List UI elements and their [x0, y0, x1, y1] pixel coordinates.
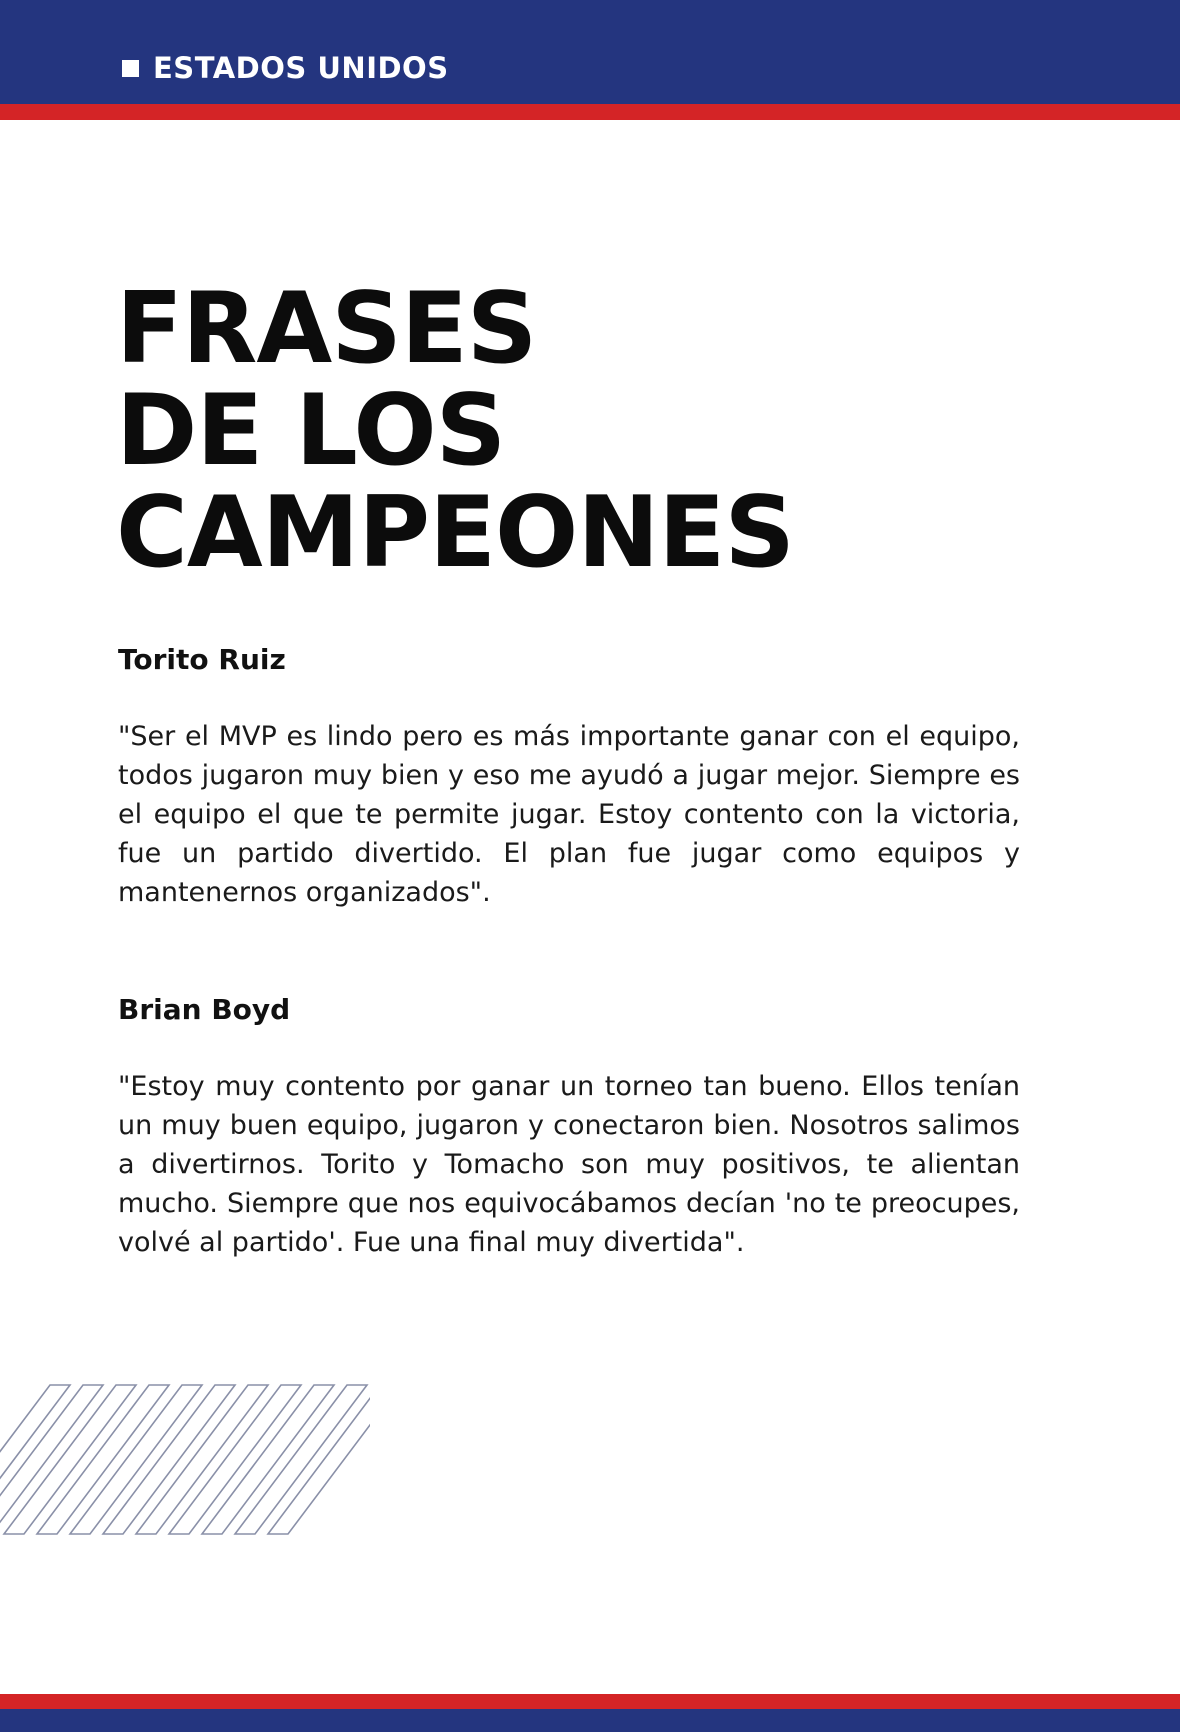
footer-band — [0, 1709, 1180, 1732]
title-line-2: DE LOS — [116, 374, 506, 488]
hatch-stripe — [4, 1385, 136, 1534]
hatch-stripe — [235, 1385, 367, 1534]
speaker-name: Torito Ruiz — [118, 643, 286, 676]
hatch-stripe — [202, 1385, 334, 1534]
title-line-1: FRASES — [116, 272, 537, 386]
section-label: ESTADOS UNIDOS — [153, 51, 449, 85]
square-bullet-icon — [122, 60, 139, 77]
section-tag — [122, 50, 449, 86]
page-title — [116, 272, 1116, 590]
footer-red-stripe — [0, 1694, 1180, 1709]
header-red-stripe — [0, 104, 1180, 120]
hatch-stripe — [136, 1385, 268, 1534]
diagonal-hatch-decoration — [0, 1384, 370, 1536]
hatch-stripe — [70, 1385, 202, 1534]
quote-text: "Estoy muy contento por ganar un torneo tan bueno. Ellos tenían un muy buen equipo, jugaron y conectaron bien. Nosotros salimos a divertirnos. Torito y Tomacho son muy positivos, te alientan mucho. Siempre que nos equivocábamos decían 'no te preocupes, volvé al partido'. Fue una final muy divertida". — [118, 1071, 1020, 1258]
hatch-stripe — [37, 1385, 169, 1534]
quote-block-brian-boyd — [118, 990, 1020, 1262]
quote-text: "Ser el MVP es lindo pero es más importante ganar con el equipo, todos jugaron muy bien y eso me ayudó a jugar mejor. Siempre es el equipo el que te permite jugar. Estoy contento con la victoria, fue un partido divertido. El plan fue jugar como equipos y mantenernos organizados". — [118, 721, 1020, 908]
quote-block-torito-ruiz — [118, 640, 1020, 912]
speaker-name: Brian Boyd — [118, 993, 291, 1026]
title-line-3: CAMPEONES — [116, 476, 794, 590]
hatch-stripe — [103, 1385, 235, 1534]
hatch-stripe — [169, 1385, 301, 1534]
